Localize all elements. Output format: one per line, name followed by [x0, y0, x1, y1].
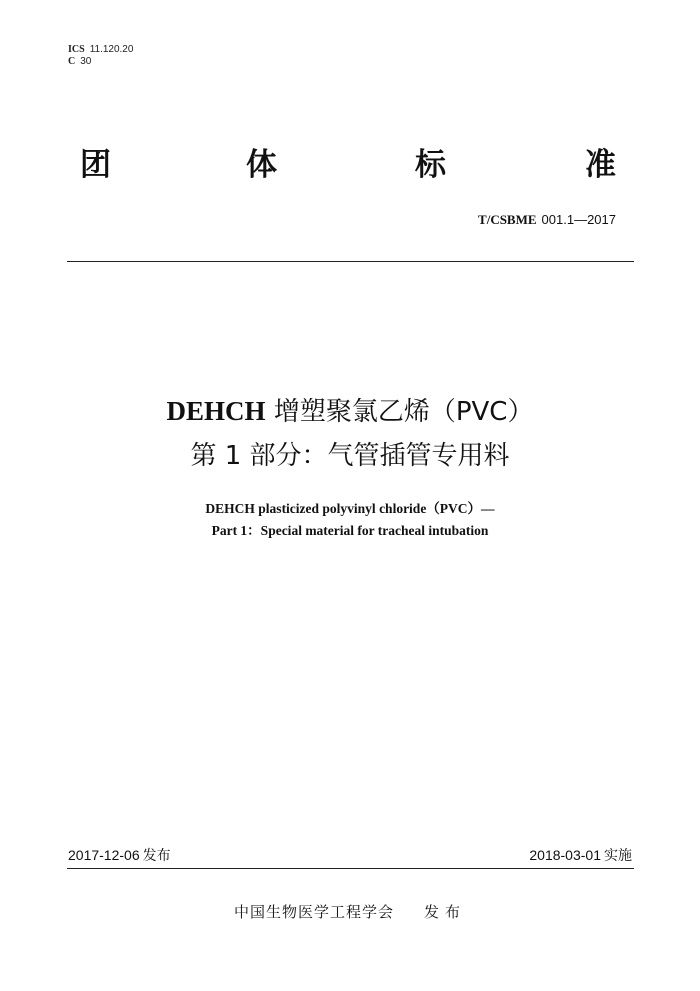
title-cn-line1-text: 增塑聚氯乙烯（PVC）: [265, 397, 534, 427]
implementation-date-value: 2018-03-01: [529, 847, 601, 863]
classification-codes: [68, 44, 133, 68]
ics-line: [68, 44, 133, 56]
title-cn-line1-latin: DEHCH: [166, 396, 266, 426]
implementation-label: 实施: [604, 848, 632, 864]
bottom-divider: [67, 868, 634, 869]
issue-date: [68, 846, 171, 865]
ics-code: 11.120.20: [89, 44, 134, 55]
standard-type-char-1: 团: [80, 147, 111, 183]
standard-number: [478, 212, 616, 229]
standard-number-prefix: T/CSBME: [478, 212, 537, 227]
top-divider: [67, 261, 634, 262]
publisher-organization: 中国生物医学工程学会: [233, 903, 394, 921]
implementation-date: [529, 846, 632, 865]
standard-type-char-3: 标: [415, 147, 446, 183]
ics-label: ICS: [68, 44, 85, 55]
standard-number-value: 001.1—2017: [541, 212, 616, 227]
issue-date-value: 2017-12-06: [68, 847, 140, 863]
ccs-code: 30: [80, 56, 92, 67]
standard-type-heading: [0, 147, 700, 187]
ccs-label: C: [68, 56, 76, 67]
publisher-action: 发布: [424, 903, 467, 921]
title-cn-line1: [0, 395, 700, 428]
title-cn-line2: 第 1 部分：气管插管专用料: [190, 441, 510, 471]
title-en-line2: Part 1：Special material for tracheal intubation: [211, 523, 489, 538]
standard-type-char-2: 体: [246, 147, 277, 183]
title-en-line1: DEHCH plasticized polyvinyl chloride（PVC）—: [205, 501, 495, 516]
publisher: [0, 902, 700, 922]
issue-label: 发布: [142, 848, 171, 864]
standard-type-char-4: 准: [585, 147, 616, 183]
ccs-line: [68, 56, 133, 68]
